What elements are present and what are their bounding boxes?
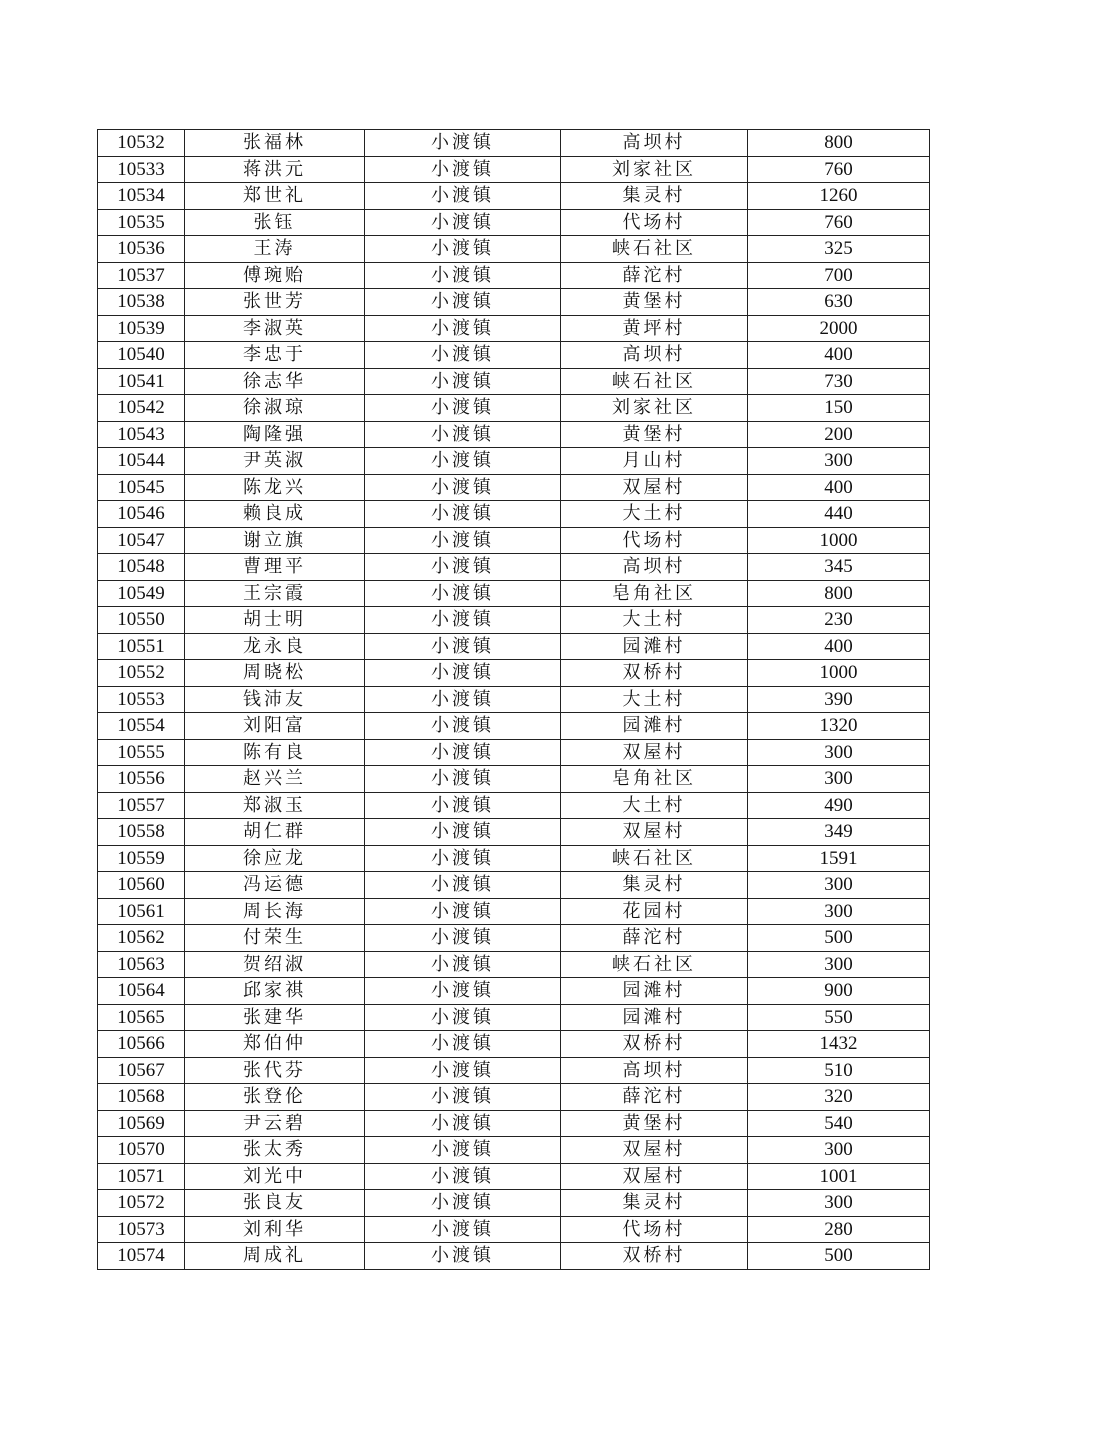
amount-cell: 400 bbox=[748, 474, 930, 501]
table-row bbox=[98, 183, 930, 210]
table-row bbox=[98, 580, 930, 607]
village-cell: 高坝村 bbox=[561, 554, 748, 581]
table-row bbox=[98, 951, 930, 978]
amount-cell: 730 bbox=[748, 368, 930, 395]
town-cell: 小渡镇 bbox=[365, 1004, 561, 1031]
town-cell: 小渡镇 bbox=[365, 766, 561, 793]
table-row bbox=[98, 1163, 930, 1190]
id-cell: 10564 bbox=[98, 978, 185, 1005]
name-cell: 陈有良 bbox=[185, 739, 365, 766]
amount-cell: 400 bbox=[748, 633, 930, 660]
table-row bbox=[98, 209, 930, 236]
id-cell: 10567 bbox=[98, 1057, 185, 1084]
name-cell: 曹理平 bbox=[185, 554, 365, 581]
id-cell: 10534 bbox=[98, 183, 185, 210]
id-cell: 10550 bbox=[98, 607, 185, 634]
amount-cell: 760 bbox=[748, 156, 930, 183]
id-cell: 10544 bbox=[98, 448, 185, 475]
name-cell: 刘光中 bbox=[185, 1163, 365, 1190]
id-cell: 10561 bbox=[98, 898, 185, 925]
amount-cell: 630 bbox=[748, 289, 930, 316]
town-cell: 小渡镇 bbox=[365, 289, 561, 316]
amount-cell: 760 bbox=[748, 209, 930, 236]
name-cell: 徐淑琼 bbox=[185, 395, 365, 422]
name-cell: 尹英淑 bbox=[185, 448, 365, 475]
village-cell: 双桥村 bbox=[561, 1031, 748, 1058]
amount-cell: 300 bbox=[748, 766, 930, 793]
town-cell: 小渡镇 bbox=[365, 1110, 561, 1137]
table-row bbox=[98, 236, 930, 263]
village-cell: 代场村 bbox=[561, 209, 748, 236]
village-cell: 集灵村 bbox=[561, 872, 748, 899]
id-cell: 10569 bbox=[98, 1110, 185, 1137]
village-cell: 大土村 bbox=[561, 686, 748, 713]
amount-cell: 200 bbox=[748, 421, 930, 448]
table-row bbox=[98, 156, 930, 183]
village-cell: 月山村 bbox=[561, 448, 748, 475]
name-cell: 刘阳富 bbox=[185, 713, 365, 740]
amount-cell: 510 bbox=[748, 1057, 930, 1084]
name-cell: 钱沛友 bbox=[185, 686, 365, 713]
village-cell: 双桥村 bbox=[561, 1243, 748, 1270]
town-cell: 小渡镇 bbox=[365, 580, 561, 607]
village-cell: 薛沱村 bbox=[561, 1084, 748, 1111]
name-cell: 刘利华 bbox=[185, 1216, 365, 1243]
table-row bbox=[98, 819, 930, 846]
town-cell: 小渡镇 bbox=[365, 262, 561, 289]
name-cell: 徐志华 bbox=[185, 368, 365, 395]
name-cell: 周晓松 bbox=[185, 660, 365, 687]
village-cell: 大土村 bbox=[561, 607, 748, 634]
name-cell: 张钰 bbox=[185, 209, 365, 236]
amount-cell: 300 bbox=[748, 951, 930, 978]
town-cell: 小渡镇 bbox=[365, 1084, 561, 1111]
town-cell: 小渡镇 bbox=[365, 872, 561, 899]
id-cell: 10548 bbox=[98, 554, 185, 581]
village-cell: 峡石社区 bbox=[561, 236, 748, 263]
village-cell: 代场村 bbox=[561, 527, 748, 554]
town-cell: 小渡镇 bbox=[365, 713, 561, 740]
name-cell: 张代芬 bbox=[185, 1057, 365, 1084]
amount-cell: 1000 bbox=[748, 527, 930, 554]
village-cell: 高坝村 bbox=[561, 130, 748, 157]
name-cell: 龙永良 bbox=[185, 633, 365, 660]
town-cell: 小渡镇 bbox=[365, 527, 561, 554]
name-cell: 郑伯仲 bbox=[185, 1031, 365, 1058]
village-cell: 刘家社区 bbox=[561, 156, 748, 183]
amount-cell: 300 bbox=[748, 448, 930, 475]
id-cell: 10547 bbox=[98, 527, 185, 554]
amount-cell: 230 bbox=[748, 607, 930, 634]
amount-cell: 2000 bbox=[748, 315, 930, 342]
id-cell: 10552 bbox=[98, 660, 185, 687]
town-cell: 小渡镇 bbox=[365, 501, 561, 528]
records-table-body bbox=[98, 130, 930, 1270]
town-cell: 小渡镇 bbox=[365, 183, 561, 210]
id-cell: 10565 bbox=[98, 1004, 185, 1031]
table-row bbox=[98, 395, 930, 422]
name-cell: 付荣生 bbox=[185, 925, 365, 952]
amount-cell: 400 bbox=[748, 342, 930, 369]
town-cell: 小渡镇 bbox=[365, 448, 561, 475]
town-cell: 小渡镇 bbox=[365, 819, 561, 846]
name-cell: 李忠于 bbox=[185, 342, 365, 369]
amount-cell: 1320 bbox=[748, 713, 930, 740]
village-cell: 双屋村 bbox=[561, 1137, 748, 1164]
name-cell: 冯运德 bbox=[185, 872, 365, 899]
id-cell: 10559 bbox=[98, 845, 185, 872]
amount-cell: 1000 bbox=[748, 660, 930, 687]
table-row bbox=[98, 925, 930, 952]
id-cell: 10572 bbox=[98, 1190, 185, 1217]
id-cell: 10541 bbox=[98, 368, 185, 395]
village-cell: 大土村 bbox=[561, 501, 748, 528]
town-cell: 小渡镇 bbox=[365, 554, 561, 581]
village-cell: 双屋村 bbox=[561, 739, 748, 766]
village-cell: 集灵村 bbox=[561, 1190, 748, 1217]
id-cell: 10549 bbox=[98, 580, 185, 607]
town-cell: 小渡镇 bbox=[365, 978, 561, 1005]
name-cell: 赵兴兰 bbox=[185, 766, 365, 793]
table-row bbox=[98, 686, 930, 713]
id-cell: 10566 bbox=[98, 1031, 185, 1058]
table-row bbox=[98, 766, 930, 793]
village-cell: 双屋村 bbox=[561, 1163, 748, 1190]
id-cell: 10539 bbox=[98, 315, 185, 342]
village-cell: 集灵村 bbox=[561, 183, 748, 210]
table-row bbox=[98, 1216, 930, 1243]
village-cell: 峡石社区 bbox=[561, 368, 748, 395]
village-cell: 黄坪村 bbox=[561, 315, 748, 342]
id-cell: 10540 bbox=[98, 342, 185, 369]
name-cell: 郑世礼 bbox=[185, 183, 365, 210]
amount-cell: 300 bbox=[748, 898, 930, 925]
table-row bbox=[98, 289, 930, 316]
name-cell: 尹云碧 bbox=[185, 1110, 365, 1137]
village-cell: 峡石社区 bbox=[561, 845, 748, 872]
table-row bbox=[98, 1057, 930, 1084]
name-cell: 徐应龙 bbox=[185, 845, 365, 872]
town-cell: 小渡镇 bbox=[365, 1057, 561, 1084]
village-cell: 皂角社区 bbox=[561, 766, 748, 793]
name-cell: 赖良成 bbox=[185, 501, 365, 528]
id-cell: 10570 bbox=[98, 1137, 185, 1164]
town-cell: 小渡镇 bbox=[365, 1216, 561, 1243]
town-cell: 小渡镇 bbox=[365, 156, 561, 183]
id-cell: 10551 bbox=[98, 633, 185, 660]
town-cell: 小渡镇 bbox=[365, 925, 561, 952]
village-cell: 代场村 bbox=[561, 1216, 748, 1243]
name-cell: 陈龙兴 bbox=[185, 474, 365, 501]
table-row bbox=[98, 1243, 930, 1270]
table-row bbox=[98, 792, 930, 819]
village-cell: 皂角社区 bbox=[561, 580, 748, 607]
id-cell: 10562 bbox=[98, 925, 185, 952]
table-row bbox=[98, 1110, 930, 1137]
id-cell: 10537 bbox=[98, 262, 185, 289]
town-cell: 小渡镇 bbox=[365, 1031, 561, 1058]
name-cell: 张福林 bbox=[185, 130, 365, 157]
amount-cell: 300 bbox=[748, 1137, 930, 1164]
town-cell: 小渡镇 bbox=[365, 236, 561, 263]
village-cell: 黄堡村 bbox=[561, 289, 748, 316]
name-cell: 张太秀 bbox=[185, 1137, 365, 1164]
town-cell: 小渡镇 bbox=[365, 368, 561, 395]
village-cell: 花园村 bbox=[561, 898, 748, 925]
name-cell: 王涛 bbox=[185, 236, 365, 263]
amount-cell: 440 bbox=[748, 501, 930, 528]
amount-cell: 390 bbox=[748, 686, 930, 713]
name-cell: 陶隆强 bbox=[185, 421, 365, 448]
town-cell: 小渡镇 bbox=[365, 739, 561, 766]
name-cell: 周成礼 bbox=[185, 1243, 365, 1270]
id-cell: 10574 bbox=[98, 1243, 185, 1270]
table-row bbox=[98, 1004, 930, 1031]
village-cell: 双屋村 bbox=[561, 474, 748, 501]
name-cell: 谢立旗 bbox=[185, 527, 365, 554]
town-cell: 小渡镇 bbox=[365, 845, 561, 872]
amount-cell: 325 bbox=[748, 236, 930, 263]
id-cell: 10546 bbox=[98, 501, 185, 528]
table-row bbox=[98, 342, 930, 369]
amount-cell: 800 bbox=[748, 130, 930, 157]
amount-cell: 1260 bbox=[748, 183, 930, 210]
village-cell: 黄堡村 bbox=[561, 1110, 748, 1137]
id-cell: 10535 bbox=[98, 209, 185, 236]
name-cell: 张世芳 bbox=[185, 289, 365, 316]
name-cell: 王宗霞 bbox=[185, 580, 365, 607]
amount-cell: 280 bbox=[748, 1216, 930, 1243]
amount-cell: 1432 bbox=[748, 1031, 930, 1058]
town-cell: 小渡镇 bbox=[365, 607, 561, 634]
table-row bbox=[98, 978, 930, 1005]
village-cell: 园滩村 bbox=[561, 633, 748, 660]
name-cell: 蒋洪元 bbox=[185, 156, 365, 183]
id-cell: 10553 bbox=[98, 686, 185, 713]
village-cell: 高坝村 bbox=[561, 1057, 748, 1084]
amount-cell: 700 bbox=[748, 262, 930, 289]
village-cell: 薛沱村 bbox=[561, 925, 748, 952]
town-cell: 小渡镇 bbox=[365, 898, 561, 925]
amount-cell: 800 bbox=[748, 580, 930, 607]
table-row bbox=[98, 1137, 930, 1164]
village-cell: 园滩村 bbox=[561, 713, 748, 740]
id-cell: 10532 bbox=[98, 130, 185, 157]
id-cell: 10573 bbox=[98, 1216, 185, 1243]
table-row bbox=[98, 527, 930, 554]
id-cell: 10542 bbox=[98, 395, 185, 422]
town-cell: 小渡镇 bbox=[365, 633, 561, 660]
amount-cell: 500 bbox=[748, 925, 930, 952]
table-row bbox=[98, 713, 930, 740]
town-cell: 小渡镇 bbox=[365, 395, 561, 422]
table-row bbox=[98, 607, 930, 634]
name-cell: 郑淑玉 bbox=[185, 792, 365, 819]
table-row bbox=[98, 474, 930, 501]
village-cell: 黄堡村 bbox=[561, 421, 748, 448]
amount-cell: 550 bbox=[748, 1004, 930, 1031]
town-cell: 小渡镇 bbox=[365, 421, 561, 448]
id-cell: 10563 bbox=[98, 951, 185, 978]
amount-cell: 1591 bbox=[748, 845, 930, 872]
name-cell: 贺绍淑 bbox=[185, 951, 365, 978]
amount-cell: 900 bbox=[748, 978, 930, 1005]
village-cell: 大土村 bbox=[561, 792, 748, 819]
amount-cell: 1001 bbox=[748, 1163, 930, 1190]
id-cell: 10543 bbox=[98, 421, 185, 448]
amount-cell: 345 bbox=[748, 554, 930, 581]
name-cell: 张登伦 bbox=[185, 1084, 365, 1111]
id-cell: 10557 bbox=[98, 792, 185, 819]
village-cell: 高坝村 bbox=[561, 342, 748, 369]
village-cell: 园滩村 bbox=[561, 978, 748, 1005]
id-cell: 10538 bbox=[98, 289, 185, 316]
amount-cell: 150 bbox=[748, 395, 930, 422]
town-cell: 小渡镇 bbox=[365, 951, 561, 978]
amount-cell: 300 bbox=[748, 1190, 930, 1217]
id-cell: 10571 bbox=[98, 1163, 185, 1190]
name-cell: 胡仁群 bbox=[185, 819, 365, 846]
town-cell: 小渡镇 bbox=[365, 342, 561, 369]
table-row bbox=[98, 421, 930, 448]
town-cell: 小渡镇 bbox=[365, 474, 561, 501]
town-cell: 小渡镇 bbox=[365, 1163, 561, 1190]
id-cell: 10556 bbox=[98, 766, 185, 793]
id-cell: 10568 bbox=[98, 1084, 185, 1111]
amount-cell: 300 bbox=[748, 872, 930, 899]
table-row bbox=[98, 660, 930, 687]
town-cell: 小渡镇 bbox=[365, 315, 561, 342]
name-cell: 李淑英 bbox=[185, 315, 365, 342]
town-cell: 小渡镇 bbox=[365, 1190, 561, 1217]
town-cell: 小渡镇 bbox=[365, 1243, 561, 1270]
name-cell: 张良友 bbox=[185, 1190, 365, 1217]
amount-cell: 300 bbox=[748, 739, 930, 766]
id-cell: 10554 bbox=[98, 713, 185, 740]
id-cell: 10558 bbox=[98, 819, 185, 846]
table-row bbox=[98, 554, 930, 581]
table-row bbox=[98, 1084, 930, 1111]
table-row bbox=[98, 368, 930, 395]
table-row bbox=[98, 501, 930, 528]
records-table bbox=[97, 129, 930, 1270]
village-cell: 双桥村 bbox=[561, 660, 748, 687]
table-row bbox=[98, 130, 930, 157]
table-row bbox=[98, 315, 930, 342]
amount-cell: 540 bbox=[748, 1110, 930, 1137]
table-row bbox=[98, 633, 930, 660]
amount-cell: 490 bbox=[748, 792, 930, 819]
village-cell: 峡石社区 bbox=[561, 951, 748, 978]
town-cell: 小渡镇 bbox=[365, 686, 561, 713]
id-cell: 10533 bbox=[98, 156, 185, 183]
village-cell: 薛沱村 bbox=[561, 262, 748, 289]
name-cell: 胡士明 bbox=[185, 607, 365, 634]
amount-cell: 349 bbox=[748, 819, 930, 846]
id-cell: 10555 bbox=[98, 739, 185, 766]
table-row bbox=[98, 1031, 930, 1058]
town-cell: 小渡镇 bbox=[365, 792, 561, 819]
table-row bbox=[98, 845, 930, 872]
id-cell: 10560 bbox=[98, 872, 185, 899]
village-cell: 刘家社区 bbox=[561, 395, 748, 422]
table-row bbox=[98, 262, 930, 289]
village-cell: 园滩村 bbox=[561, 1004, 748, 1031]
town-cell: 小渡镇 bbox=[365, 660, 561, 687]
table-row bbox=[98, 1190, 930, 1217]
id-cell: 10545 bbox=[98, 474, 185, 501]
table-row bbox=[98, 739, 930, 766]
amount-cell: 500 bbox=[748, 1243, 930, 1270]
table-row bbox=[98, 448, 930, 475]
table-row bbox=[98, 872, 930, 899]
id-cell: 10536 bbox=[98, 236, 185, 263]
name-cell: 周长海 bbox=[185, 898, 365, 925]
table-row bbox=[98, 898, 930, 925]
name-cell: 傅琬贻 bbox=[185, 262, 365, 289]
village-cell: 双屋村 bbox=[561, 819, 748, 846]
amount-cell: 320 bbox=[748, 1084, 930, 1111]
town-cell: 小渡镇 bbox=[365, 1137, 561, 1164]
name-cell: 张建华 bbox=[185, 1004, 365, 1031]
town-cell: 小渡镇 bbox=[365, 209, 561, 236]
name-cell: 邱家祺 bbox=[185, 978, 365, 1005]
town-cell: 小渡镇 bbox=[365, 130, 561, 157]
